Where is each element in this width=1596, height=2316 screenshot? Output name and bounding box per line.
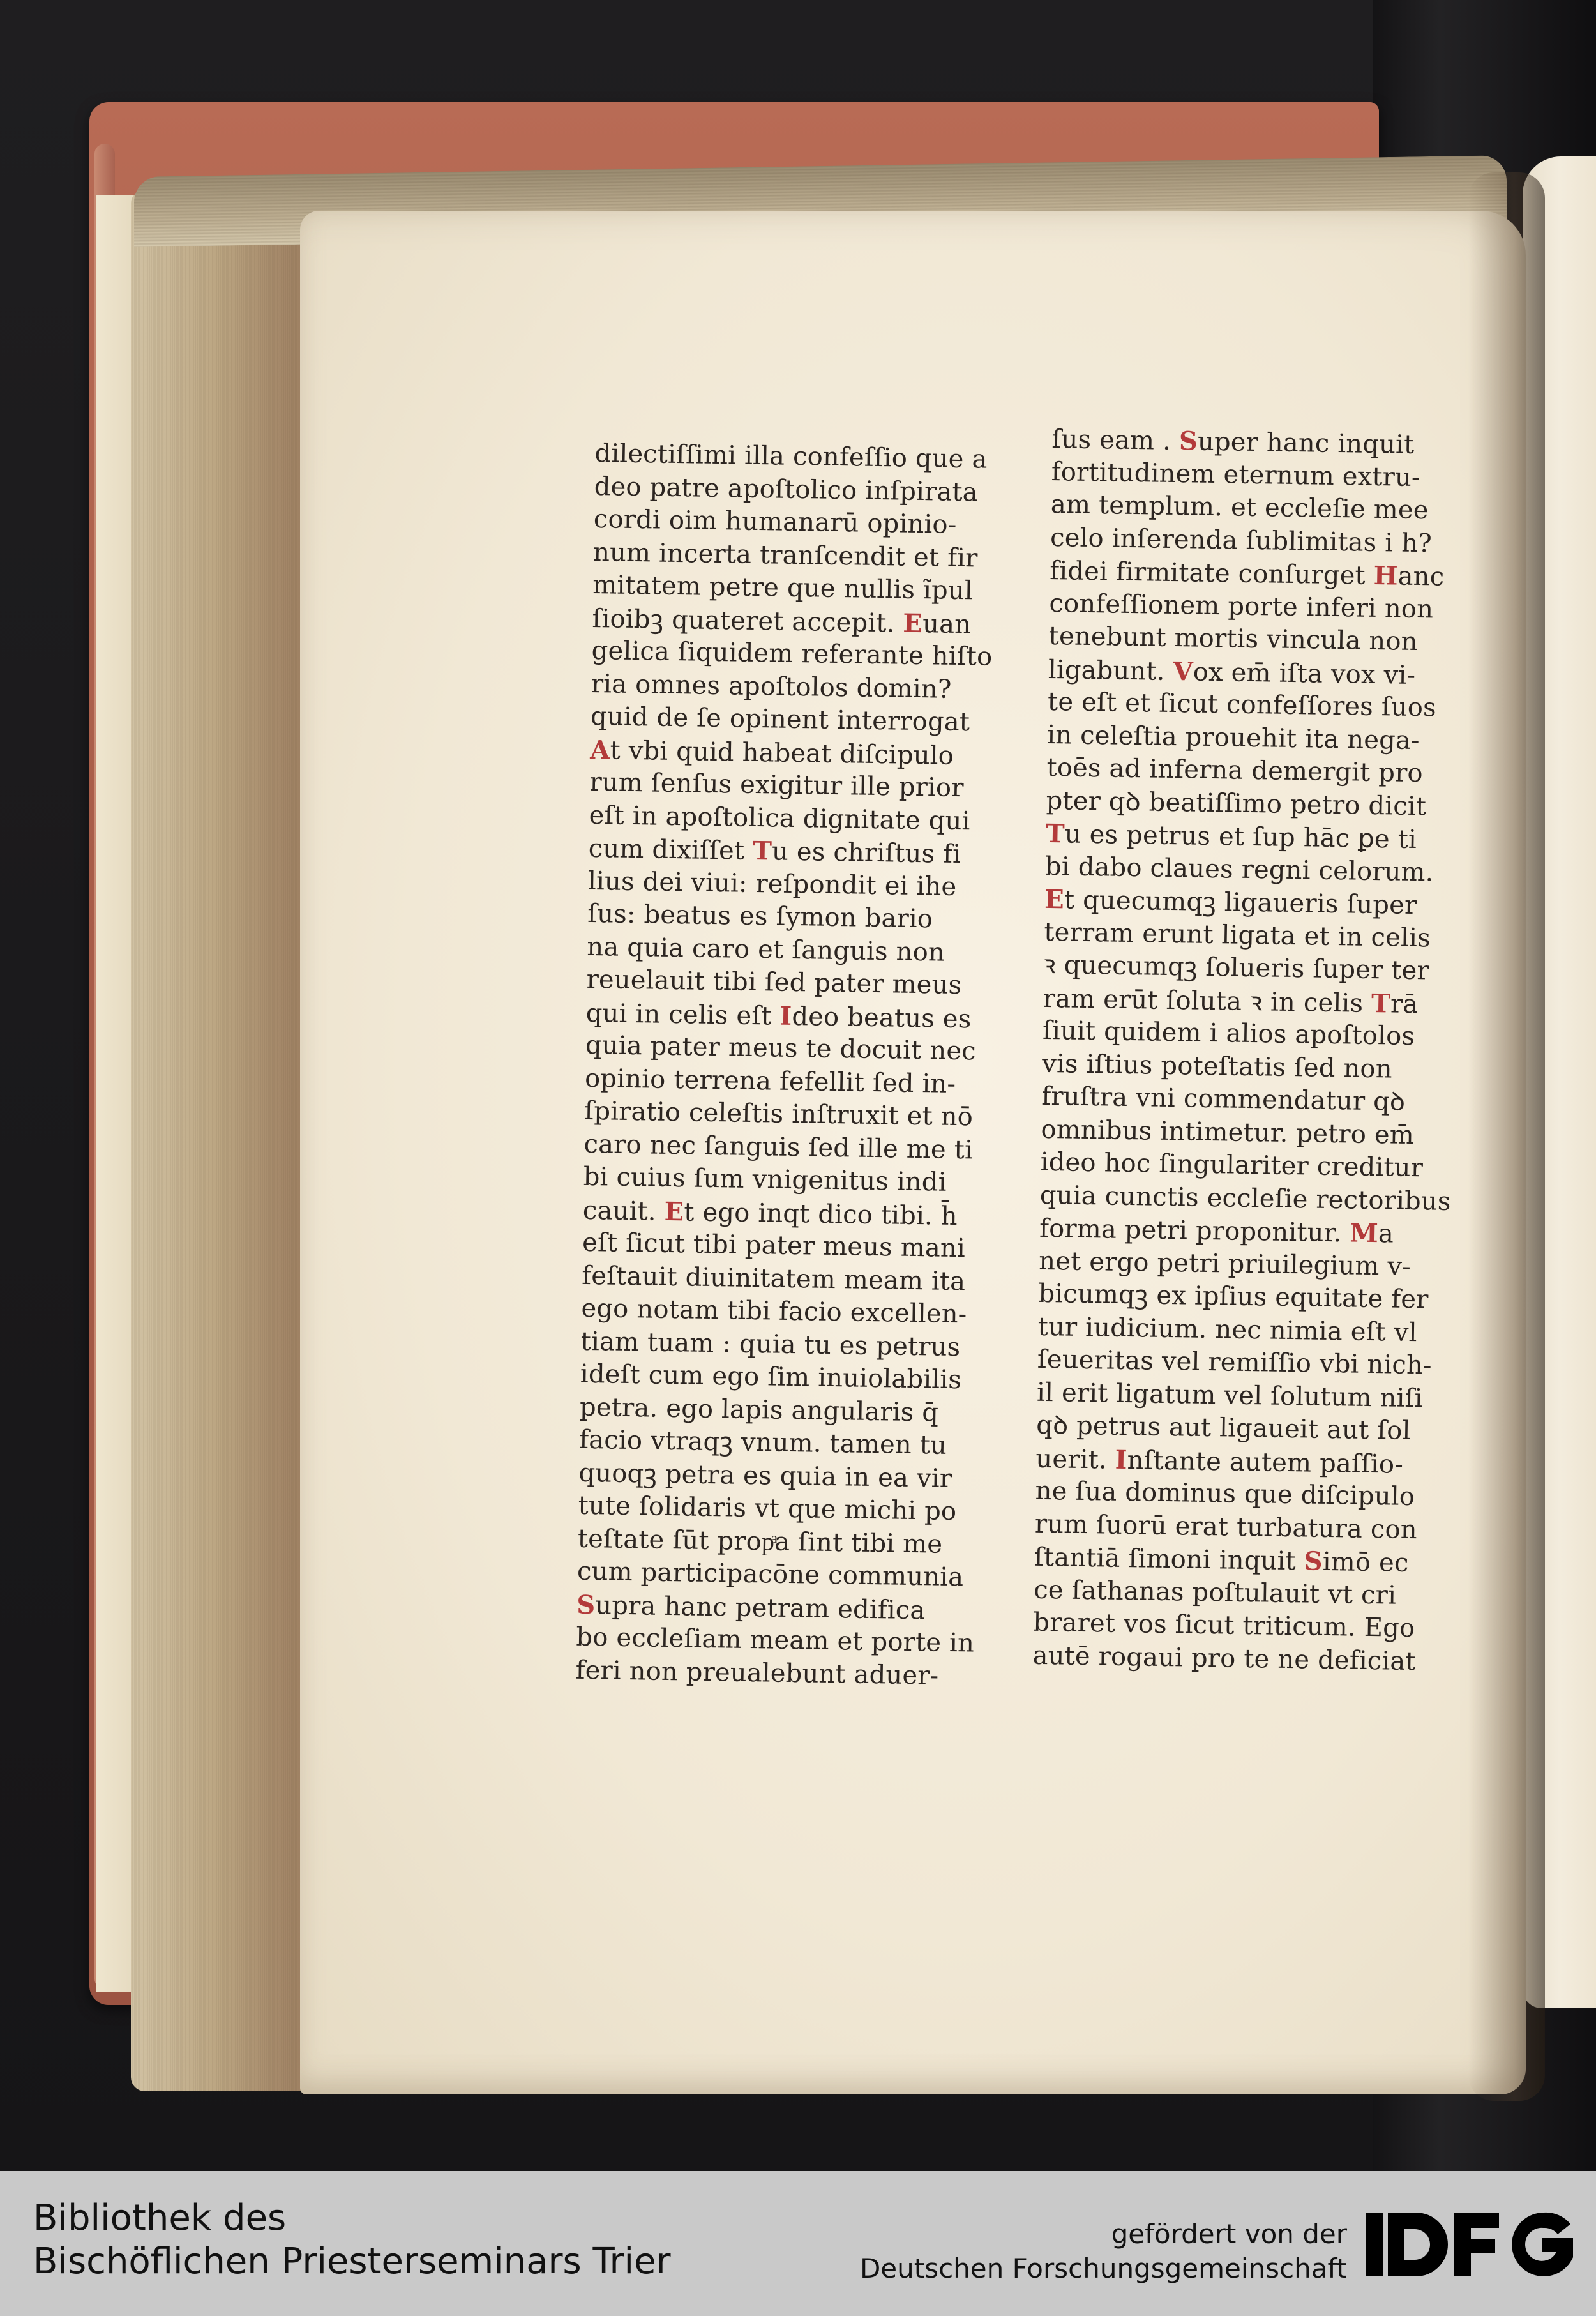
text-line: Et quecumqꝫ ligaueris ſuper <box>1044 884 1417 921</box>
text-line: petra. ego lapis angularis q̄ <box>579 1392 939 1428</box>
text-line: reuelauit tibi ſed pater meus <box>586 964 962 1001</box>
text-line: quia cunctis eccleſie rectoribus <box>1039 1180 1451 1216</box>
text-line: Supra hanc petram edifica <box>576 1589 926 1625</box>
text-column-right <box>1032 423 1463 1679</box>
text-column-left <box>575 437 995 1693</box>
text-line: toēs ad inferna demergit pro <box>1046 752 1424 789</box>
text-line: cordi oim humanarū opinio- <box>593 504 957 540</box>
rubricated-initial: I <box>1115 1444 1128 1475</box>
rubricated-initial: H <box>1373 560 1399 591</box>
rubricated-initial: T <box>752 835 772 867</box>
rubricated-initial: S <box>1304 1546 1323 1577</box>
text-line: ſus eam . Super hanc inquit <box>1051 424 1415 460</box>
sponsor-line2: Deutschen Forschungsgemeinschaft <box>859 2253 1347 2284</box>
text-line: ſeueritas vel remiſſio vbi nich- <box>1037 1344 1433 1381</box>
text-line: in celeſtia prouehit ita nega- <box>1046 720 1420 755</box>
text-line: tenebunt mortis vincula non <box>1048 621 1419 657</box>
text-line: gelica ſiquidem referante hiſto <box>591 635 993 672</box>
rubricated-initial: E <box>664 1196 684 1227</box>
text-line: caro nec ſanguis ſed ille me ti <box>583 1129 974 1165</box>
text-line: tur iudicium. nec nimia eſt vl <box>1037 1312 1418 1347</box>
text-line: forma petri proponitur. Ma <box>1039 1213 1394 1249</box>
dfg-logo <box>1366 2206 1577 2283</box>
text-line: num incerta tranſcendit et fir <box>592 537 978 573</box>
text-line: fortitudinem eternum extru- <box>1051 457 1421 492</box>
text-line: Tu es petrus et ſup hāc ꝑe ti <box>1045 818 1417 855</box>
text-line: cum dixiſſet Tu es chriſtus fi <box>588 833 961 870</box>
text-line: cauit. Et ego inqt dico tibi. h̄ <box>582 1195 958 1231</box>
text-line: autē rogaui pro te ne deficiat <box>1032 1640 1417 1676</box>
text-line: lius dei viui: reſpondit ei ihe <box>587 866 957 902</box>
rubricated-initial: V <box>1173 656 1194 687</box>
text-line: At vbi quid habeat diſcipulo <box>589 734 954 771</box>
rubricated-initial: E <box>903 608 923 639</box>
rubricated-initial: A <box>589 734 610 765</box>
rubricated-initial: M <box>1350 1218 1379 1249</box>
text-line: bo eccleſiam meam et porte in <box>576 1622 975 1658</box>
sponsor-line1: gefördert von der <box>1111 2218 1347 2250</box>
text-line: il erit ligatum vel ſolutum niſi <box>1036 1377 1423 1413</box>
text-line: ria omnes apoſtolos domin? <box>591 669 952 704</box>
text-line: te eſt et ſicut confeſſores ſuos <box>1047 686 1437 723</box>
rubricated-initial: S <box>576 1589 596 1620</box>
text-line: omnibus intimetur. petro em̄ <box>1041 1114 1415 1150</box>
text-line: ſiuit quidem i alios apoſtolos <box>1042 1015 1415 1052</box>
text-line: uerit. Inſtante autem paſſio- <box>1035 1444 1404 1480</box>
text-line: confeſſionem porte inferi non <box>1049 588 1434 624</box>
text-line: ſtantiā ſimoni inquit Simō ec <box>1034 1542 1409 1578</box>
text-line: celo inſerenda ſublimitas i h? <box>1050 522 1433 558</box>
text-line: ſpiratio celeſtis inſtruxit et nō <box>584 1096 974 1132</box>
text-line: ſioibꝫ quateret accepit. Euan <box>592 603 972 639</box>
text-line: terram erunt ligata et in celis <box>1044 917 1431 953</box>
text-line: bi dabo claues regni celorum. <box>1044 851 1434 887</box>
dfg-logo-text: DFG <box>1366 2206 1368 2207</box>
rubricated-initial: T <box>1045 818 1065 849</box>
rubricated-initial: S <box>1178 426 1198 457</box>
text-line: quid de ſe opinent interrogat <box>590 701 970 738</box>
text-line: braret vos ſicut triticum. Ego <box>1033 1607 1415 1644</box>
text-line: ram erūt ſoluta ꝛ in celis Trā <box>1043 983 1419 1019</box>
text-line: mitatem petre que nullis ĩpul <box>592 570 974 606</box>
text-line: ideſt cum ego ſim inuiolabilis <box>580 1359 962 1395</box>
rubricated-initial: I <box>779 1001 792 1031</box>
text-line: bicumqꝫ ex ipſius equitate fer <box>1038 1278 1429 1315</box>
text-line: facio vtraqꝫ vnum. tamen tu <box>578 1425 947 1460</box>
gutter-shadow <box>1468 172 1545 2101</box>
text-line: net ergo petri priuilegium v- <box>1039 1246 1412 1282</box>
text-line: quoqꝫ petra es quia in ea vir <box>578 1458 952 1494</box>
text-line: cum participacōne communia <box>576 1556 964 1593</box>
text-line: ne ſua dominus que diſcipulo <box>1035 1476 1415 1512</box>
text-line: rum ſenſus exigitur ille prior <box>589 767 964 803</box>
page-block-edges <box>131 192 322 2091</box>
text-line: rum ſuorū erat turbatura con <box>1034 1509 1418 1545</box>
text-line: am templum. et eccleſie mee <box>1050 489 1429 526</box>
text-line: ſus: beatus es ſymon bario <box>587 898 933 934</box>
text-line: ligabunt. Vox em̄ iſta vox vi- <box>1048 655 1416 690</box>
text-line: deo patre apoſtolico inſpirata <box>594 471 979 507</box>
text-line: ce ſathanas poſtulauit vt cri <box>1033 1575 1397 1610</box>
text-line: ꝛ quecumqꝫ ſolueris ſuper ter <box>1043 950 1430 986</box>
text-line: qꝺ petrus aut ligaueit aut ſol <box>1035 1410 1411 1446</box>
text-line: na quia caro et ſanguis non <box>587 932 945 967</box>
footer-bar <box>0 2171 1596 2316</box>
text-line: ideo hoc ſingulariter creditur <box>1040 1147 1424 1183</box>
rubricated-initial: E <box>1044 884 1065 915</box>
library-name-line1: Bibliothek des <box>33 2197 287 2239</box>
text-line: tiam tuam : quia tu es petrus <box>580 1326 961 1362</box>
text-line: teſtate ſūt propͣa ſint tibi me <box>577 1524 943 1559</box>
library-name <box>33 2197 671 2283</box>
text-line: ego notam tibi facio excellen- <box>581 1293 967 1329</box>
text-line: qui in celis eſt Ideo beatus es <box>585 998 972 1034</box>
text-line: pter qꝺ beatiſſimo petro dicit <box>1046 785 1427 821</box>
text-line: opinio terrena fefellit ſed in- <box>584 1063 956 1099</box>
text-line: dilectiſſimi illa confeſſio que a <box>594 438 988 474</box>
text-line: eſt ſicut tibi pater meus mani <box>582 1227 966 1264</box>
text-line: vis iſtius poteſtatis ſed non <box>1041 1048 1393 1084</box>
text-line: fidei firmitate conſurget Hanc <box>1049 556 1445 592</box>
text-line: feri non preualebunt aduer- <box>575 1655 939 1691</box>
rubricated-initial: T <box>1371 988 1391 1018</box>
library-name-line2: Bischöflichen Priesterseminars Trier <box>33 2241 671 2282</box>
text-line: fruſtra vni commendatur qꝺ <box>1041 1081 1406 1117</box>
text-line: quia pater meus te docuit nec <box>585 1030 977 1066</box>
text-line: feſtauit diuinitatem meam ita <box>582 1260 966 1296</box>
text-line: bi cuius ſum vnigenitus indi <box>583 1162 947 1197</box>
text-line: tute ſolidaris vt que michi po <box>578 1490 957 1527</box>
text-line: eſt in apoſtolica dignitate qui <box>589 800 970 836</box>
sponsor-credit <box>860 2217 1347 2286</box>
